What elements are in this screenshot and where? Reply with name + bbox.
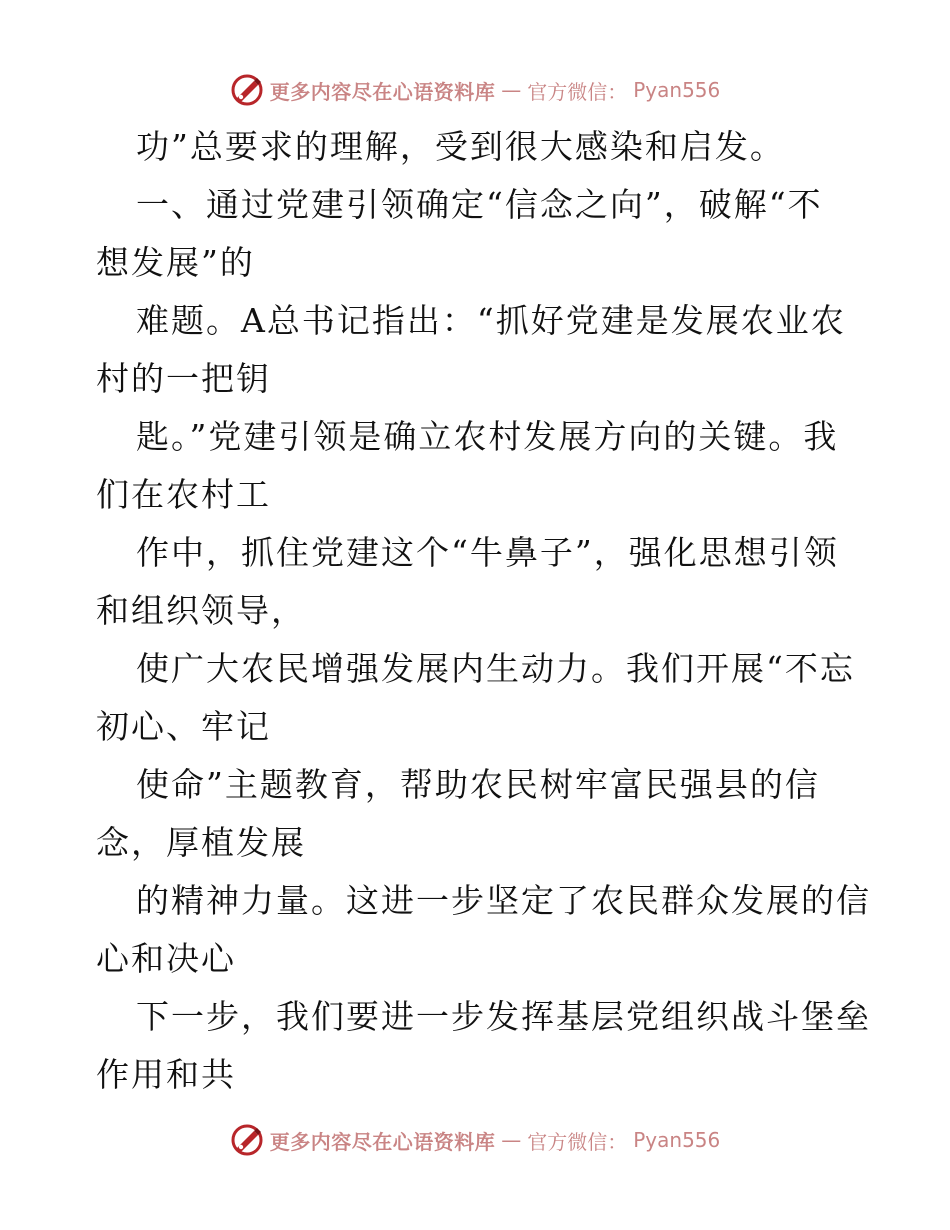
body-text	[96, 118, 876, 1104]
header-wechat-label: 官方微信：	[527, 79, 628, 104]
text-line: 和组织领导，	[96, 591, 306, 630]
text-line: 的精神力量。这进一步坚定了农民群众发展的信	[136, 881, 871, 920]
text-line: 作用和共	[96, 1055, 236, 1094]
text-line: 初心、牢记	[96, 707, 271, 746]
text-line: 心和决心	[96, 939, 236, 978]
text-line: 们在农村工	[96, 475, 271, 514]
text-line: 作中，抓住党建这个“牛鼻子”，强化思想引领	[136, 533, 839, 572]
header-banner	[0, 70, 950, 110]
footer-wechat-label: 官方微信：	[527, 1129, 628, 1154]
header-separator: —	[501, 78, 522, 102]
text-line: 想发展”的	[96, 243, 255, 282]
pen-logo-icon	[230, 1123, 264, 1157]
footer-wechat-id: Pyan556	[633, 1128, 721, 1152]
header-site-name: 更多内容尽在心语资料库	[269, 79, 496, 104]
text-line: 村的一把钥	[96, 359, 271, 398]
text-line: 功”总要求的理解，受到很大感染和启发。	[136, 127, 785, 166]
footer-site-name: 更多内容尽在心语资料库	[269, 1129, 496, 1154]
footer-separator: —	[501, 1128, 522, 1152]
pen-logo-icon	[230, 73, 264, 107]
text-line: 匙。”党建引领是确立农村发展方向的关键。我	[136, 417, 839, 456]
text-line: 使命”主题教育，帮助农民树牢富民强县的信	[136, 765, 820, 804]
text-line: 念，厚植发展	[96, 823, 306, 862]
text-line: 使广大农民增强发展内生动力。我们开展“不忘	[136, 649, 855, 688]
header-wechat-id: Pyan556	[633, 78, 721, 102]
footer-banner	[0, 1120, 950, 1160]
text-line: 一、通过党建引领确定“信念之向”，破解“不	[136, 185, 823, 224]
text-line: 下一步，我们要进一步发挥基层党组织战斗堡垒	[136, 997, 871, 1036]
text-line: 难题。A总书记指出：“抓好党建是发展农业农	[136, 301, 846, 340]
